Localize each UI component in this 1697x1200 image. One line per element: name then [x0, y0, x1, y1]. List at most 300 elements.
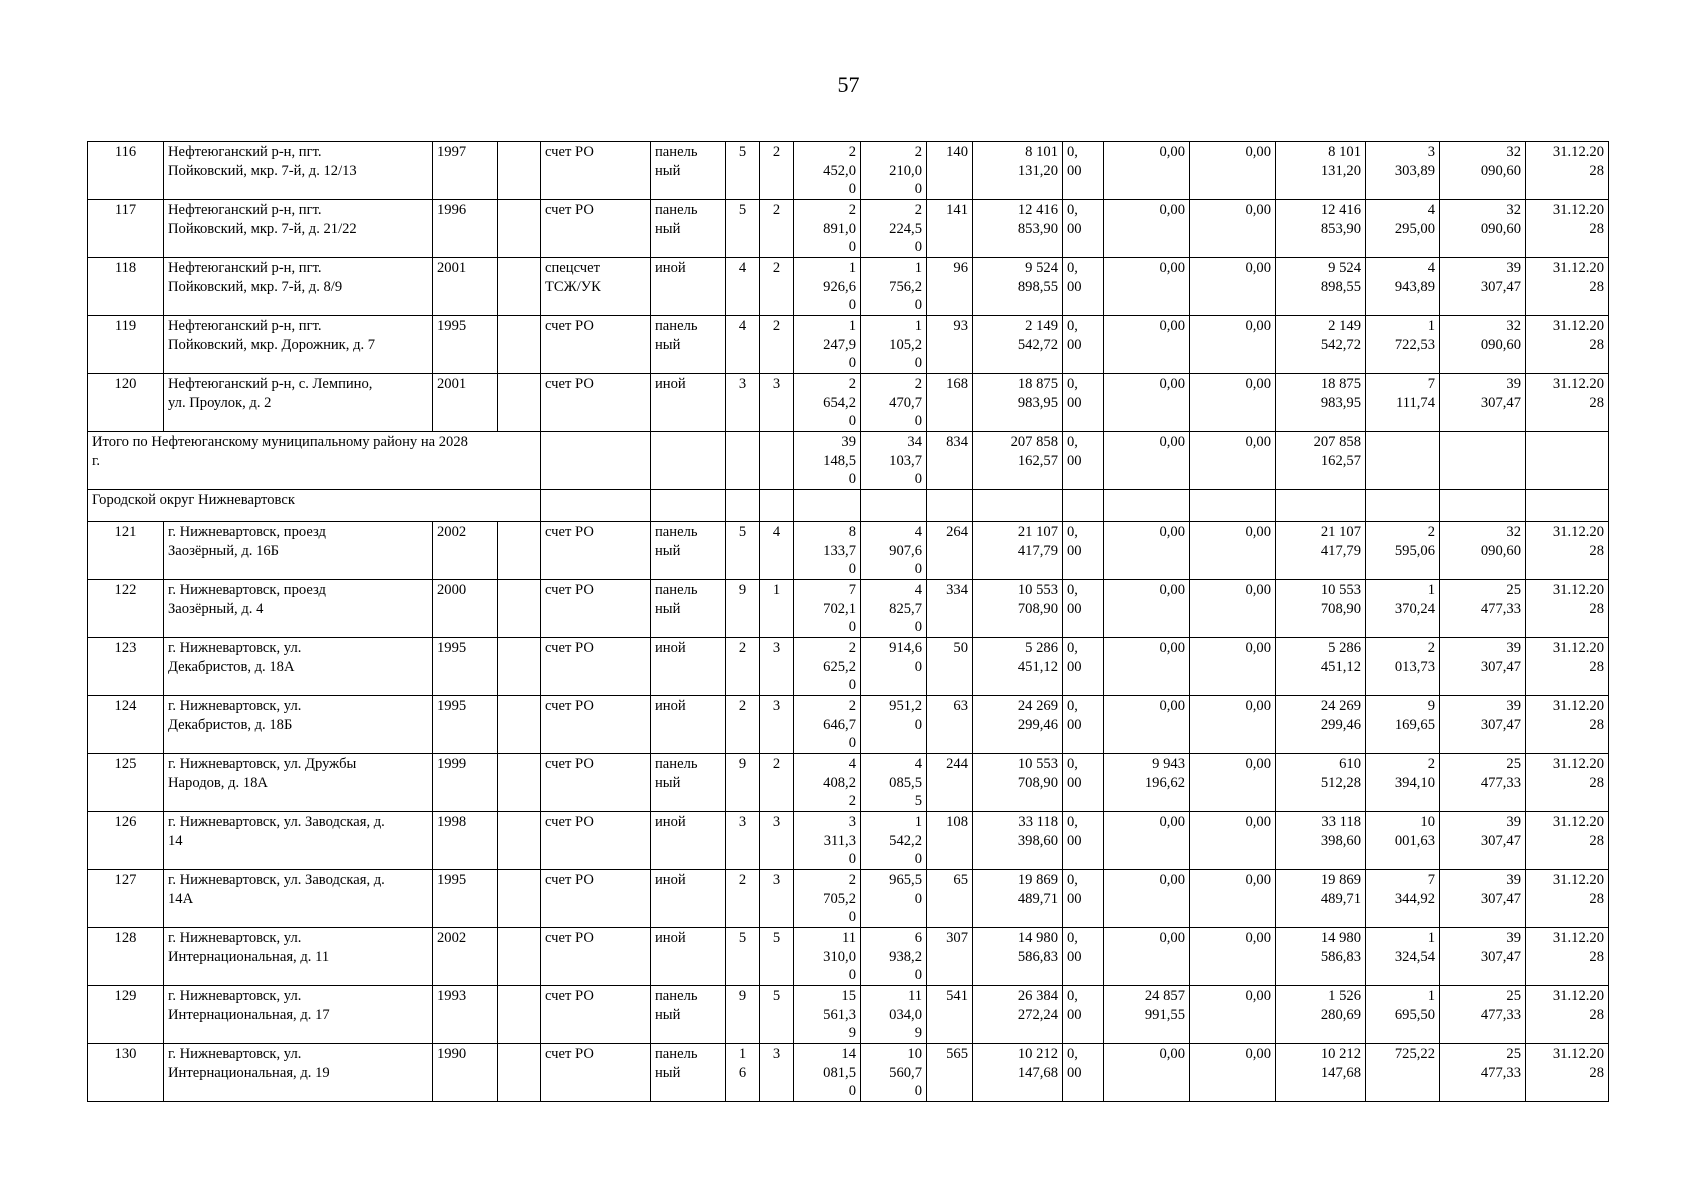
total-cost-cell: 5 286 451,12	[973, 638, 1063, 696]
table-row	[88, 374, 1609, 432]
floors-cell: 3	[726, 812, 760, 870]
entrances-cell: 3	[760, 374, 794, 432]
total-cost-cell: 10 212 147,68	[973, 1044, 1063, 1102]
year-cell: 1990	[433, 1044, 498, 1102]
empty-cell	[1366, 432, 1440, 490]
deadline-cell: 31.12.20 28	[1526, 986, 1609, 1044]
residents-cell: 108	[927, 812, 973, 870]
budget-cell: 0,00	[1104, 374, 1190, 432]
other-funds-cell: 0,00	[1190, 374, 1276, 432]
row-number: 116	[88, 142, 164, 200]
address-cell: г. Нижневартовск, ул. Заводская, д. 14	[164, 812, 433, 870]
residents-cell: 141	[927, 200, 973, 258]
residents-cell: 168	[927, 374, 973, 432]
total-cost-cell: 24 269 299,46	[973, 696, 1063, 754]
table-row	[88, 1044, 1609, 1102]
cost-per-sqm-cell: 1 324,54	[1366, 928, 1440, 986]
address-cell: г. Нижневартовск, ул. Интернациональная, д. 19	[164, 1044, 433, 1102]
entrances-cell: 2	[760, 258, 794, 316]
owners-funds-cell: 207 858 162,57	[1276, 432, 1366, 490]
entrances-cell: 3	[760, 870, 794, 928]
total-area-cell: 2 654,2 0	[794, 374, 861, 432]
address-cell: Нефтеюганский р-н, пгт. Пойковский, мкр. Дорожник, д. 7	[164, 316, 433, 374]
other-funds-cell: 0,00	[1190, 870, 1276, 928]
total-area-cell: 2 452,0 0	[794, 142, 861, 200]
account-type-cell: счет РО	[541, 754, 651, 812]
cost-per-sqm-cell: 1 370,24	[1366, 580, 1440, 638]
fund-cell: 0, 00	[1063, 258, 1104, 316]
total-cost-cell: 8 101 131,20	[973, 142, 1063, 200]
address-cell: Нефтеюганский р-н, пгт. Пойковский, мкр. 7-й, д. 21/22	[164, 200, 433, 258]
residents-cell: 63	[927, 696, 973, 754]
table-row	[88, 522, 1609, 580]
empty-cell	[1104, 490, 1190, 522]
empty-cell	[1366, 490, 1440, 522]
living-area-cell: 6 938,2 0	[861, 928, 927, 986]
floors-cell: 1 6	[726, 1044, 760, 1102]
table-row	[88, 986, 1609, 1044]
deadline-cell: 31.12.20 28	[1526, 928, 1609, 986]
floors-cell: 5	[726, 522, 760, 580]
row-number: 128	[88, 928, 164, 986]
other-funds-cell: 0,00	[1190, 696, 1276, 754]
empty-cell	[498, 754, 541, 812]
owners-funds-cell: 24 269 299,46	[1276, 696, 1366, 754]
other-funds-cell: 0,00	[1190, 432, 1276, 490]
account-type-cell: спецсчет ТСЖ/УК	[541, 258, 651, 316]
address-cell: Нефтеюганский р-н, пгт. Пойковский, мкр. 7-й, д. 12/13	[164, 142, 433, 200]
year-cell: 2002	[433, 928, 498, 986]
table-row	[88, 812, 1609, 870]
year-cell: 1995	[433, 316, 498, 374]
year-cell: 1995	[433, 638, 498, 696]
total-row	[88, 432, 1609, 490]
max-cost-cell: 25 477,33	[1440, 986, 1526, 1044]
total-area-cell: 1 926,6 0	[794, 258, 861, 316]
fund-cell: 0, 00	[1063, 986, 1104, 1044]
residents-cell: 93	[927, 316, 973, 374]
row-number: 124	[88, 696, 164, 754]
year-cell: 1999	[433, 754, 498, 812]
residents-cell: 334	[927, 580, 973, 638]
entrances-cell: 4	[760, 522, 794, 580]
entrances-cell: 3	[760, 638, 794, 696]
max-cost-cell: 39 307,47	[1440, 258, 1526, 316]
budget-cell: 0,00	[1104, 928, 1190, 986]
deadline-cell: 31.12.20 28	[1526, 200, 1609, 258]
wall-material-cell: иной	[651, 696, 726, 754]
year-cell: 2000	[433, 580, 498, 638]
account-type-cell: счет РО	[541, 580, 651, 638]
owners-funds-cell: 12 416 853,90	[1276, 200, 1366, 258]
empty-cell	[651, 432, 726, 490]
total-cost-cell: 18 875 983,95	[973, 374, 1063, 432]
fund-cell: 0, 00	[1063, 142, 1104, 200]
deadline-cell: 31.12.20 28	[1526, 754, 1609, 812]
floors-cell: 5	[726, 200, 760, 258]
empty-cell	[973, 490, 1063, 522]
section-header-row	[88, 490, 1609, 522]
year-cell: 1993	[433, 986, 498, 1044]
year-cell: 2002	[433, 522, 498, 580]
max-cost-cell: 25 477,33	[1440, 1044, 1526, 1102]
owners-funds-cell: 19 869 489,71	[1276, 870, 1366, 928]
wall-material-cell: панель ный	[651, 522, 726, 580]
living-area-cell: 1 105,2 0	[861, 316, 927, 374]
year-cell: 1995	[433, 696, 498, 754]
cost-per-sqm-cell: 7 111,74	[1366, 374, 1440, 432]
table-row	[88, 928, 1609, 986]
wall-material-cell: панель ный	[651, 316, 726, 374]
deadline-cell: 31.12.20 28	[1526, 1044, 1609, 1102]
entrances-cell: 3	[760, 812, 794, 870]
owners-funds-cell: 8 101 131,20	[1276, 142, 1366, 200]
max-cost-cell: 39 307,47	[1440, 696, 1526, 754]
empty-cell	[498, 870, 541, 928]
owners-funds-cell: 18 875 983,95	[1276, 374, 1366, 432]
budget-cell: 9 943 196,62	[1104, 754, 1190, 812]
max-cost-cell: 32 090,60	[1440, 316, 1526, 374]
table-row	[88, 870, 1609, 928]
cost-per-sqm-cell: 2 595,06	[1366, 522, 1440, 580]
entrances-cell: 2	[760, 754, 794, 812]
max-cost-cell: 32 090,60	[1440, 142, 1526, 200]
empty-cell	[1440, 432, 1526, 490]
total-cost-cell: 14 980 586,83	[973, 928, 1063, 986]
deadline-cell: 31.12.20 28	[1526, 580, 1609, 638]
other-funds-cell: 0,00	[1190, 200, 1276, 258]
total-area-cell: 8 133,7 0	[794, 522, 861, 580]
table-row	[88, 754, 1609, 812]
year-cell: 2001	[433, 374, 498, 432]
table-row	[88, 200, 1609, 258]
wall-material-cell: иной	[651, 812, 726, 870]
total-area-cell: 15 561,3 9	[794, 986, 861, 1044]
other-funds-cell: 0,00	[1190, 142, 1276, 200]
total-area-cell: 2 625,2 0	[794, 638, 861, 696]
fund-cell: 0, 00	[1063, 580, 1104, 638]
deadline-cell: 31.12.20 28	[1526, 374, 1609, 432]
other-funds-cell: 0,00	[1190, 638, 1276, 696]
max-cost-cell: 39 307,47	[1440, 638, 1526, 696]
address-cell: г. Нижневартовск, ул. Интернациональная, д. 11	[164, 928, 433, 986]
row-number: 118	[88, 258, 164, 316]
total-area-cell: 3 311,3 0	[794, 812, 861, 870]
entrances-cell: 1	[760, 580, 794, 638]
table-row	[88, 316, 1609, 374]
residents-cell: 140	[927, 142, 973, 200]
max-cost-cell: 32 090,60	[1440, 522, 1526, 580]
row-number: 126	[88, 812, 164, 870]
entrances-cell: 5	[760, 986, 794, 1044]
empty-cell	[794, 490, 861, 522]
floors-cell: 5	[726, 928, 760, 986]
budget-cell: 0,00	[1104, 1044, 1190, 1102]
living-area-cell: 4 907,6 0	[861, 522, 927, 580]
fund-cell: 0, 00	[1063, 870, 1104, 928]
entrances-cell: 3	[760, 1044, 794, 1102]
fund-cell: 0, 00	[1063, 316, 1104, 374]
fund-cell: 0, 00	[1063, 1044, 1104, 1102]
residents-cell: 244	[927, 754, 973, 812]
empty-cell	[726, 490, 760, 522]
wall-material-cell: панель ный	[651, 200, 726, 258]
account-type-cell: счет РО	[541, 696, 651, 754]
wall-material-cell: панель ный	[651, 986, 726, 1044]
address-cell: г. Нижневартовск, ул. Декабристов, д. 18А	[164, 638, 433, 696]
residents-cell: 50	[927, 638, 973, 696]
deadline-cell: 31.12.20 28	[1526, 142, 1609, 200]
total-label: Итого по Нефтеюганскому муниципальному району на 2028 г.	[88, 432, 541, 490]
deadline-cell: 31.12.20 28	[1526, 522, 1609, 580]
cost-per-sqm-cell: 4 295,00	[1366, 200, 1440, 258]
wall-material-cell: иной	[651, 638, 726, 696]
living-area-cell: 34 103,7 0	[861, 432, 927, 490]
wall-material-cell: панель ный	[651, 580, 726, 638]
residents-cell: 65	[927, 870, 973, 928]
max-cost-cell: 39 307,47	[1440, 928, 1526, 986]
wall-material-cell: иной	[651, 258, 726, 316]
total-cost-cell: 26 384 272,24	[973, 986, 1063, 1044]
cost-per-sqm-cell: 2 394,10	[1366, 754, 1440, 812]
fund-cell: 0, 00	[1063, 200, 1104, 258]
empty-cell	[498, 316, 541, 374]
other-funds-cell: 0,00	[1190, 986, 1276, 1044]
fund-cell: 0, 00	[1063, 638, 1104, 696]
address-cell: г. Нижневартовск, проезд Заозёрный, д. 4	[164, 580, 433, 638]
account-type-cell: счет РО	[541, 374, 651, 432]
row-number: 120	[88, 374, 164, 432]
owners-funds-cell: 10 212 147,68	[1276, 1044, 1366, 1102]
entrances-cell: 5	[760, 928, 794, 986]
fund-cell: 0, 00	[1063, 522, 1104, 580]
empty-cell	[651, 490, 726, 522]
row-number: 129	[88, 986, 164, 1044]
floors-cell: 9	[726, 580, 760, 638]
total-cost-cell: 9 524 898,55	[973, 258, 1063, 316]
deadline-cell: 31.12.20 28	[1526, 316, 1609, 374]
address-cell: г. Нижневартовск, ул. Декабристов, д. 18Б	[164, 696, 433, 754]
fund-cell: 0, 00	[1063, 812, 1104, 870]
total-cost-cell: 10 553 708,90	[973, 580, 1063, 638]
total-cost-cell: 10 553 708,90	[973, 754, 1063, 812]
wall-material-cell: иной	[651, 870, 726, 928]
total-cost-cell: 2 149 542,72	[973, 316, 1063, 374]
empty-cell	[861, 490, 927, 522]
row-number: 117	[88, 200, 164, 258]
max-cost-cell: 39 307,47	[1440, 812, 1526, 870]
entrances-cell: 2	[760, 200, 794, 258]
row-number: 123	[88, 638, 164, 696]
deadline-cell: 31.12.20 28	[1526, 812, 1609, 870]
owners-funds-cell: 10 553 708,90	[1276, 580, 1366, 638]
total-cost-cell: 33 118 398,60	[973, 812, 1063, 870]
empty-cell	[498, 522, 541, 580]
row-number: 127	[88, 870, 164, 928]
total-area-cell: 14 081,5 0	[794, 1044, 861, 1102]
max-cost-cell: 39 307,47	[1440, 870, 1526, 928]
account-type-cell: счет РО	[541, 638, 651, 696]
table-row	[88, 142, 1609, 200]
address-cell: Нефтеюганский р-н, с. Лемпино, ул. Проулок, д. 2	[164, 374, 433, 432]
deadline-cell: 31.12.20 28	[1526, 870, 1609, 928]
residents-cell: 541	[927, 986, 973, 1044]
living-area-cell: 10 560,7 0	[861, 1044, 927, 1102]
total-cost-cell: 19 869 489,71	[973, 870, 1063, 928]
owners-funds-cell: 610 512,28	[1276, 754, 1366, 812]
residents-cell: 96	[927, 258, 973, 316]
total-area-cell: 7 702,1 0	[794, 580, 861, 638]
living-area-cell: 951,2 0	[861, 696, 927, 754]
section-title: Городской округ Нижневартовск	[88, 490, 541, 522]
cost-per-sqm-cell: 4 943,89	[1366, 258, 1440, 316]
cost-per-sqm-cell: 1 722,53	[1366, 316, 1440, 374]
budget-cell: 0,00	[1104, 580, 1190, 638]
table-row	[88, 258, 1609, 316]
account-type-cell: счет РО	[541, 142, 651, 200]
wall-material-cell: панель ный	[651, 142, 726, 200]
cost-per-sqm-cell: 1 695,50	[1366, 986, 1440, 1044]
account-type-cell: счет РО	[541, 928, 651, 986]
budget-cell: 0,00	[1104, 200, 1190, 258]
owners-funds-cell: 2 149 542,72	[1276, 316, 1366, 374]
account-type-cell: счет РО	[541, 870, 651, 928]
table-row	[88, 580, 1609, 638]
other-funds-cell: 0,00	[1190, 522, 1276, 580]
residents-cell: 834	[927, 432, 973, 490]
other-funds-cell: 0,00	[1190, 928, 1276, 986]
cost-per-sqm-cell: 3 303,89	[1366, 142, 1440, 200]
floors-cell: 9	[726, 754, 760, 812]
empty-cell	[498, 986, 541, 1044]
floors-cell: 4	[726, 258, 760, 316]
budget-cell: 0,00	[1104, 258, 1190, 316]
account-type-cell: счет РО	[541, 522, 651, 580]
empty-cell	[498, 812, 541, 870]
cost-per-sqm-cell: 10 001,63	[1366, 812, 1440, 870]
fund-cell: 0, 00	[1063, 432, 1104, 490]
table-row	[88, 696, 1609, 754]
row-number: 125	[88, 754, 164, 812]
account-type-cell: счет РО	[541, 316, 651, 374]
wall-material-cell: иной	[651, 928, 726, 986]
owners-funds-cell: 14 980 586,83	[1276, 928, 1366, 986]
budget-cell: 0,00	[1104, 812, 1190, 870]
empty-cell	[498, 1044, 541, 1102]
empty-cell	[498, 696, 541, 754]
wall-material-cell: панель ный	[651, 754, 726, 812]
empty-cell	[726, 432, 760, 490]
living-area-cell: 2 470,7 0	[861, 374, 927, 432]
total-cost-cell: 12 416 853,90	[973, 200, 1063, 258]
empty-cell	[498, 374, 541, 432]
total-area-cell: 2 891,0 0	[794, 200, 861, 258]
budget-cell: 0,00	[1104, 638, 1190, 696]
living-area-cell: 1 756,2 0	[861, 258, 927, 316]
cost-per-sqm-cell: 725,22	[1366, 1044, 1440, 1102]
living-area-cell: 965,5 0	[861, 870, 927, 928]
budget-cell: 0,00	[1104, 870, 1190, 928]
max-cost-cell: 25 477,33	[1440, 754, 1526, 812]
empty-cell	[498, 258, 541, 316]
year-cell: 1998	[433, 812, 498, 870]
empty-cell	[1063, 490, 1104, 522]
living-area-cell: 4 085,5 5	[861, 754, 927, 812]
cost-per-sqm-cell: 9 169,65	[1366, 696, 1440, 754]
entrances-cell: 2	[760, 316, 794, 374]
residents-cell: 307	[927, 928, 973, 986]
total-area-cell: 2 646,7 0	[794, 696, 861, 754]
deadline-cell: 31.12.20 28	[1526, 696, 1609, 754]
other-funds-cell: 0,00	[1190, 754, 1276, 812]
account-type-cell: счет РО	[541, 812, 651, 870]
floors-cell: 5	[726, 142, 760, 200]
living-area-cell: 914,6 0	[861, 638, 927, 696]
total-cost-cell: 207 858 162,57	[973, 432, 1063, 490]
floors-cell: 2	[726, 870, 760, 928]
living-area-cell: 2 210,0 0	[861, 142, 927, 200]
empty-cell	[1526, 432, 1609, 490]
living-area-cell: 1 542,2 0	[861, 812, 927, 870]
budget-cell: 24 857 991,55	[1104, 986, 1190, 1044]
budget-cell: 0,00	[1104, 522, 1190, 580]
empty-cell	[927, 490, 973, 522]
wall-material-cell: панель ный	[651, 1044, 726, 1102]
entrances-cell: 2	[760, 142, 794, 200]
housing-register-table	[87, 141, 1609, 1102]
living-area-cell: 2 224,5 0	[861, 200, 927, 258]
living-area-cell: 4 825,7 0	[861, 580, 927, 638]
empty-cell	[1526, 490, 1609, 522]
budget-cell: 0,00	[1104, 432, 1190, 490]
empty-cell	[498, 928, 541, 986]
empty-cell	[541, 432, 651, 490]
owners-funds-cell: 9 524 898,55	[1276, 258, 1366, 316]
owners-funds-cell: 1 526 280,69	[1276, 986, 1366, 1044]
empty-cell	[541, 490, 651, 522]
other-funds-cell: 0,00	[1190, 1044, 1276, 1102]
total-area-cell: 39 148,5 0	[794, 432, 861, 490]
empty-cell	[498, 638, 541, 696]
address-cell: г. Нижневартовск, проезд Заозёрный, д. 16Б	[164, 522, 433, 580]
fund-cell: 0, 00	[1063, 374, 1104, 432]
budget-cell: 0,00	[1104, 316, 1190, 374]
address-cell: г. Нижневартовск, ул. Дружбы Народов, д. 18А	[164, 754, 433, 812]
row-number: 122	[88, 580, 164, 638]
address-cell: г. Нижневартовск, ул. Интернациональная, д. 17	[164, 986, 433, 1044]
living-area-cell: 11 034,0 9	[861, 986, 927, 1044]
year-cell: 1996	[433, 200, 498, 258]
fund-cell: 0, 00	[1063, 928, 1104, 986]
empty-cell	[760, 432, 794, 490]
table-row	[88, 638, 1609, 696]
cost-per-sqm-cell: 2 013,73	[1366, 638, 1440, 696]
account-type-cell: счет РО	[541, 986, 651, 1044]
account-type-cell: счет РО	[541, 1044, 651, 1102]
address-cell: г. Нижневартовск, ул. Заводская, д. 14А	[164, 870, 433, 928]
cost-per-sqm-cell: 7 344,92	[1366, 870, 1440, 928]
total-cost-cell: 21 107 417,79	[973, 522, 1063, 580]
budget-cell: 0,00	[1104, 142, 1190, 200]
total-area-cell: 2 705,2 0	[794, 870, 861, 928]
max-cost-cell: 25 477,33	[1440, 580, 1526, 638]
owners-funds-cell: 21 107 417,79	[1276, 522, 1366, 580]
budget-cell: 0,00	[1104, 696, 1190, 754]
other-funds-cell: 0,00	[1190, 316, 1276, 374]
residents-cell: 264	[927, 522, 973, 580]
max-cost-cell: 32 090,60	[1440, 200, 1526, 258]
row-number: 121	[88, 522, 164, 580]
